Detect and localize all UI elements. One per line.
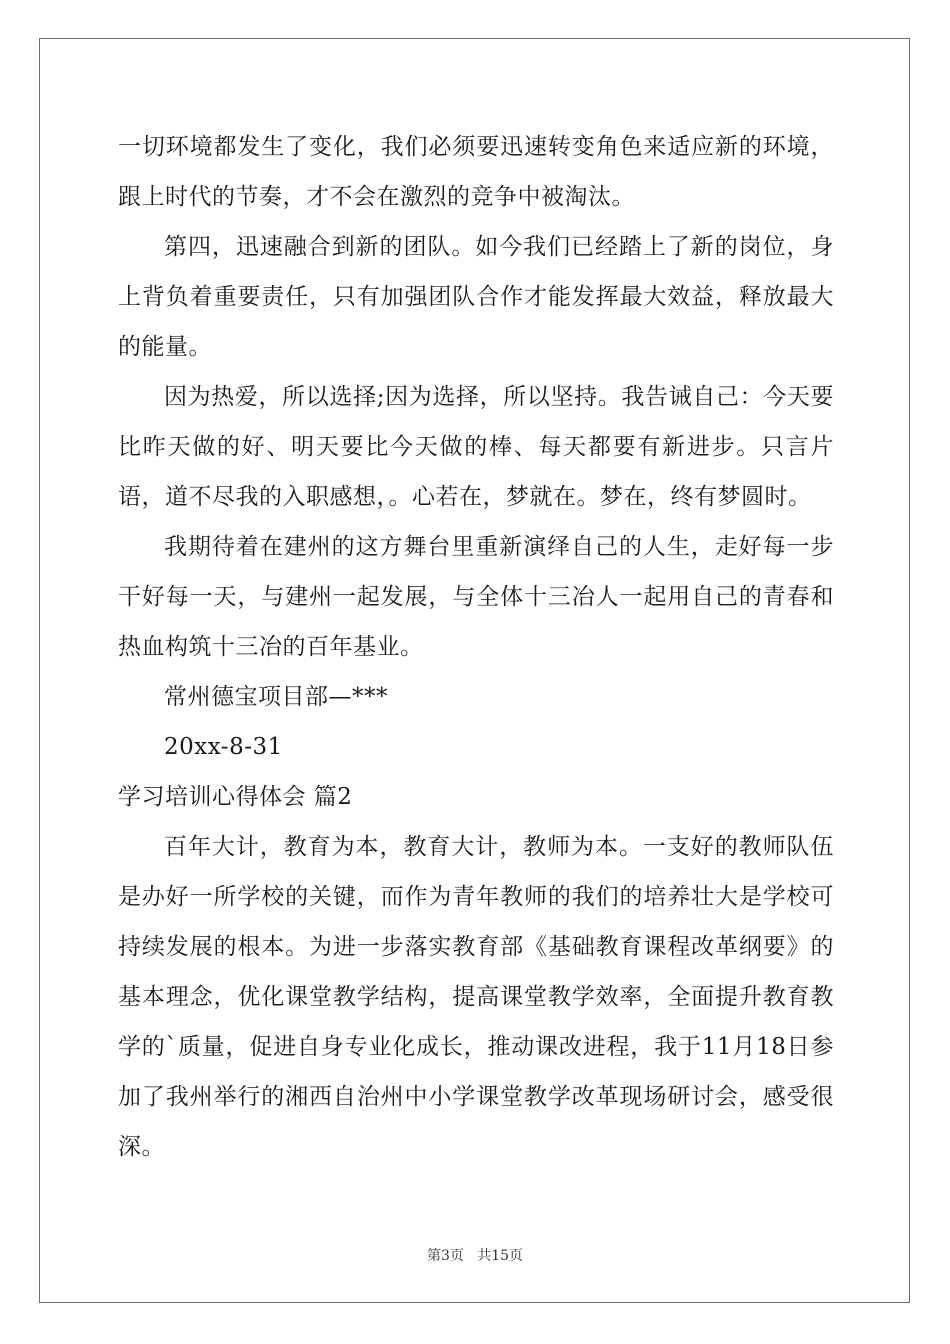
paragraph-1: 一切环境都发生了变化，我们必须要迅速转变角色来适应新的环境，跟上时代的节奏，才不会在激烈的竞争中被淘汰。 [118,134,834,210]
page-number-footer: 第3页 共15页 [426,1248,524,1264]
paragraph-5: 百年大计，教育为本，教育大计，教师为本。一支好的教师队伍是办好一所学校的关键，而作为青年教师的我们的培养壮大是学校可持续发展的根本。为进一步落实教育部《基础教育课程改革纲要》的基本理念，优化课堂教学结构，提高课堂教学效率，全面提升教育教学的`质量，促进自身专业化成长，推动课改进程，我于11月18日参加了我州举行的湘西自治州中小学课堂教学改革现场研讨会，感受很深。 [118,834,834,1160]
paragraph-4: 我期待着在建州的这方舞台里重新演绎自己的人生，走好每一步干好每一天，与建州一起发展，与全体十三冶人一起用自己的青春和热血构筑十三冶的百年基业。 [118,534,834,660]
paragraph-3: 因为热爱，所以选择;因为选择，所以坚持。我告诫自己：今天要比昨天做的好、明天要比今天做的棒、每天都要有新进步。只言片语，道不尽我的入职感想，。心若在，梦就在。梦在，终有梦圆时。 [118,384,834,510]
date-line: 20xx-8-31 [164,734,283,760]
paragraph-2: 第四，迅速融合到新的团队。如今我们已经踏上了新的岗位，身上背负着重要责任，只有加强团队合作才能发挥最大效益，释放最大的能量。 [118,234,834,360]
signature-line: 常州德宝项目部—*** [164,684,388,710]
section-heading: 学习培训心得体会 篇2 [118,784,353,810]
document-body [118,122,834,1172]
